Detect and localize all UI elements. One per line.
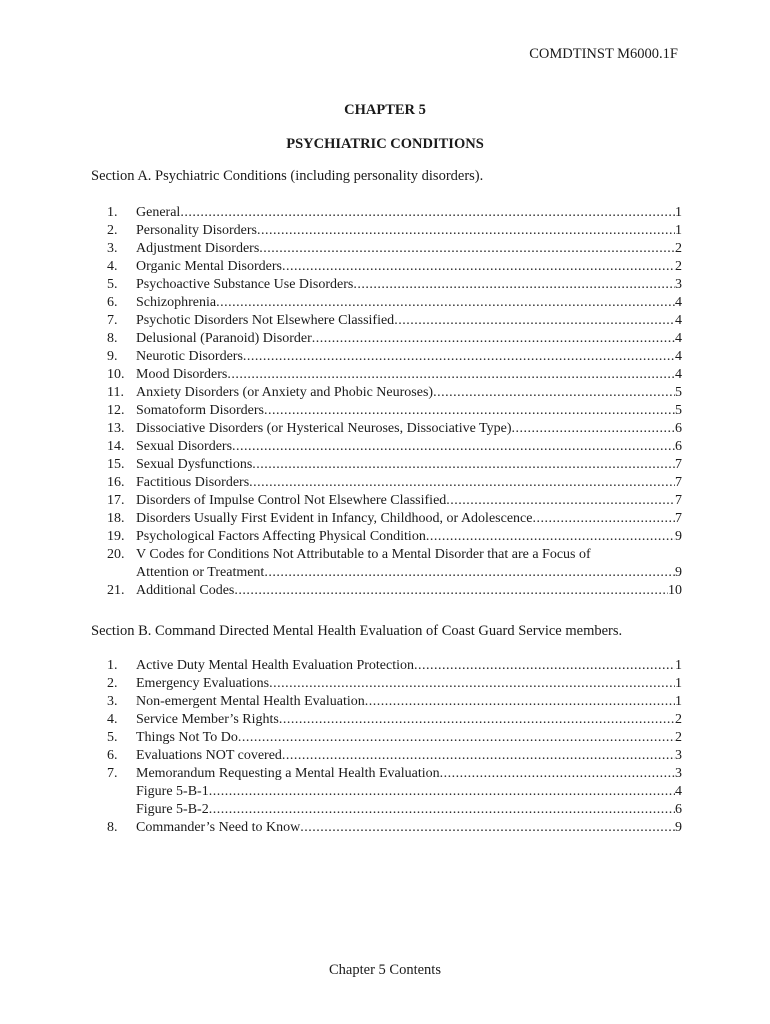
toc-entry-number: 2. xyxy=(107,223,118,238)
section-a-title: Section A. Psychiatric Conditions (including personality disorders). xyxy=(91,168,484,184)
toc-entry-number: 3. xyxy=(107,241,118,256)
toc-leader-dots xyxy=(234,582,668,600)
toc-leader-dots xyxy=(433,384,675,402)
toc-entry-title-line1: V Codes for Conditions Not Attributable to a Mental Disorder that are a Focus of xyxy=(136,547,591,562)
toc-entry-page-number: 5 xyxy=(675,403,682,418)
toc-entry[interactable] xyxy=(107,729,682,747)
toc-entry-page-number: 4 xyxy=(675,349,682,364)
toc-leader-dots xyxy=(180,204,675,222)
toc-entry-page-number: 2 xyxy=(675,712,682,727)
toc-entry[interactable] xyxy=(107,384,682,402)
toc-entry-page-number: 7 xyxy=(675,511,682,526)
toc-leader-dots xyxy=(300,819,675,837)
toc-entry-title: Anxiety Disorders (or Anxiety and Phobic Neuroses) xyxy=(136,385,434,400)
toc-entry[interactable] xyxy=(107,693,682,711)
toc-entry[interactable] xyxy=(107,420,682,438)
toc-entry-page-number: 7 xyxy=(675,457,682,472)
toc-leader-dots xyxy=(312,330,675,348)
toc-entry-page-number: 9 xyxy=(675,565,682,580)
section-b-title: Section B. Command Directed Mental Health Evaluation of Coast Guard Service members. xyxy=(91,623,623,639)
toc-leader-dots xyxy=(252,456,675,474)
toc-entry-number: 2. xyxy=(107,676,118,691)
toc-leader-dots xyxy=(249,474,675,492)
toc-entry-page-number: 4 xyxy=(675,331,682,346)
toc-leader-dots xyxy=(209,801,675,819)
toc-entry-page-number: 1 xyxy=(675,223,682,238)
toc-entry-number: 17. xyxy=(107,493,125,508)
toc-entry-page-number: 9 xyxy=(675,529,682,544)
toc-entry-title: Schizophrenia xyxy=(136,295,217,310)
toc-leader-dots xyxy=(232,438,675,456)
toc-entry-title: Figure 5-B-1 xyxy=(136,784,209,799)
toc-entry[interactable] xyxy=(107,204,682,222)
toc-leader-dots xyxy=(282,747,675,765)
toc-entry[interactable] xyxy=(107,258,682,276)
toc-entry[interactable] xyxy=(107,438,682,456)
toc-entry[interactable] xyxy=(107,819,682,837)
toc-leader-dots xyxy=(238,729,675,747)
toc-entry-title: Sexual Dysfunctions xyxy=(136,457,253,472)
toc-entry[interactable] xyxy=(107,294,682,312)
toc-entry-page-number: 4 xyxy=(675,367,682,382)
toc-entry-number: 4. xyxy=(107,259,118,274)
toc-leader-dots xyxy=(446,492,675,510)
toc-entry-page-number: 1 xyxy=(675,205,682,220)
toc-entry-title: Service Member’s Rights xyxy=(136,712,279,727)
toc-entry-title: Factitious Disorders xyxy=(136,475,250,490)
toc-leader-dots xyxy=(227,366,675,384)
toc-entry-number: 3. xyxy=(107,694,118,709)
toc-entry-number: 16. xyxy=(107,475,125,490)
toc-entry-title: Personality Disorders xyxy=(136,223,257,238)
toc-entry-number: 8. xyxy=(107,820,118,835)
toc-leader-dots xyxy=(257,222,675,240)
toc-entry-number: 1. xyxy=(107,205,118,220)
toc-entry[interactable] xyxy=(107,348,682,366)
toc-entry-page-number: 6 xyxy=(675,421,682,436)
toc-leader-dots xyxy=(264,564,675,582)
toc-entry-number: 4. xyxy=(107,712,118,727)
toc-leader-dots xyxy=(209,783,675,801)
toc-leader-dots xyxy=(353,276,675,294)
section-a-toc xyxy=(107,204,682,600)
toc-entry-page-number: 4 xyxy=(675,784,682,799)
toc-entry-page-number: 1 xyxy=(675,694,682,709)
toc-entry-title: Somatoform Disorders xyxy=(136,403,264,418)
toc-entry-title: Dissociative Disorders (or Hysterical Neuroses, Dissociative Type) xyxy=(136,421,512,436)
toc-leader-dots xyxy=(440,765,675,783)
toc-entry-title: Things Not To Do xyxy=(136,730,238,745)
chapter-heading: CHAPTER 5 xyxy=(344,102,426,118)
toc-entry-title: Emergency Evaluations xyxy=(136,676,270,691)
toc-entry-title: Active Duty Mental Health Evaluation Protection xyxy=(136,658,414,673)
toc-entry[interactable] xyxy=(107,492,682,510)
toc-leader-dots xyxy=(216,294,675,312)
toc-entry-page-number: 1 xyxy=(675,658,682,673)
toc-entry[interactable] xyxy=(107,765,682,783)
toc-entry[interactable] xyxy=(107,240,682,258)
toc-entry-title: Sexual Disorders xyxy=(136,439,233,454)
toc-entry-title: Figure 5-B-2 xyxy=(136,802,209,817)
toc-entry-title: Organic Mental Disorders xyxy=(136,259,282,274)
toc-entry-page-number: 3 xyxy=(675,277,682,292)
toc-entry-page-number: 6 xyxy=(675,802,682,817)
toc-entry-number: 13. xyxy=(107,421,125,436)
toc-leader-dots xyxy=(259,240,675,258)
toc-entry[interactable] xyxy=(107,276,682,294)
toc-entry-number: 5. xyxy=(107,277,118,292)
chapter-title: PSYCHIATRIC CONDITIONS xyxy=(286,136,484,152)
toc-entry-page-number: 3 xyxy=(675,766,682,781)
toc-entry-number: 10. xyxy=(107,367,125,382)
toc-entry-number: 5. xyxy=(107,730,118,745)
toc-entry-number: 6. xyxy=(107,748,118,763)
toc-leader-dots xyxy=(365,693,675,711)
toc-entry-title: Psychoactive Substance Use Disorders xyxy=(136,277,354,292)
toc-entry[interactable] xyxy=(107,312,682,330)
toc-entry-page-number: 6 xyxy=(675,439,682,454)
toc-entry-page-number: 2 xyxy=(675,259,682,274)
toc-entry-number: 15. xyxy=(107,457,125,472)
toc-entry-page-number: 7 xyxy=(675,475,682,490)
toc-entry-page-number: 3 xyxy=(675,748,682,763)
toc-entry-title: Mood Disorders xyxy=(136,367,228,382)
toc-entry-title: Delusional (Paranoid) Disorder xyxy=(136,331,312,346)
toc-entry[interactable] xyxy=(107,528,682,546)
toc-entry-number: 21. xyxy=(107,583,125,598)
toc-entry-page-number: 1 xyxy=(675,676,682,691)
toc-entry[interactable] xyxy=(107,510,682,528)
toc-entry-title: Attention or Treatment xyxy=(136,565,265,580)
toc-entry-page-number: 2 xyxy=(675,241,682,256)
toc-entry-number: 1. xyxy=(107,658,118,673)
toc-entry[interactable] xyxy=(107,675,682,693)
toc-entry-number: 11. xyxy=(107,385,124,400)
toc-leader-dots xyxy=(414,657,675,675)
toc-leader-dots xyxy=(394,312,675,330)
toc-entry-number: 20. xyxy=(107,547,125,562)
toc-entry[interactable] xyxy=(107,456,682,474)
toc-entry-page-number: 4 xyxy=(675,313,682,328)
toc-leader-dots xyxy=(426,528,675,546)
toc-entry-number: 19. xyxy=(107,529,125,544)
toc-entry-page-number: 5 xyxy=(675,385,682,400)
toc-entry-title: Additional Codes xyxy=(136,583,235,598)
toc-entry-page-number: 10 xyxy=(668,583,682,598)
toc-entry[interactable] xyxy=(107,783,682,801)
toc-entry-title: Psychotic Disorders Not Elsewhere Classified xyxy=(136,313,395,328)
toc-entry[interactable] xyxy=(107,330,682,348)
toc-leader-dots xyxy=(243,348,675,366)
toc-entry-title: Commander’s Need to Know xyxy=(136,820,301,835)
toc-entry-title: Memorandum Requesting a Mental Health Evaluation xyxy=(136,766,440,781)
toc-entry[interactable] xyxy=(107,474,682,492)
toc-entry[interactable] xyxy=(107,402,682,420)
toc-entry-title: Psychological Factors Affecting Physical Condition xyxy=(136,529,426,544)
toc-entry-number: 14. xyxy=(107,439,125,454)
toc-leader-dots xyxy=(269,675,675,693)
toc-entry[interactable] xyxy=(107,801,682,819)
toc-entry-title: General xyxy=(136,205,181,220)
toc-entry-title: Non-emergent Mental Health Evaluation xyxy=(136,694,365,709)
toc-entry-title: Disorders Usually First Evident in Infancy, Childhood, or Adolescence xyxy=(136,511,533,526)
toc-entry-number: 12. xyxy=(107,403,125,418)
toc-entry[interactable] xyxy=(107,582,682,600)
toc-entry-number: 9. xyxy=(107,349,118,364)
toc-entry-title: Disorders of Impulse Control Not Elsewhere Classified xyxy=(136,493,447,508)
toc-entry-title: Evaluations NOT covered xyxy=(136,748,282,763)
toc-entry[interactable] xyxy=(107,657,682,675)
toc-leader-dots xyxy=(279,711,675,729)
toc-leader-dots xyxy=(512,420,676,438)
toc-entry[interactable] xyxy=(107,222,682,240)
toc-entry-page-number: 9 xyxy=(675,820,682,835)
toc-entry-page-number: 2 xyxy=(675,730,682,745)
toc-entry[interactable] xyxy=(107,366,682,384)
toc-entry[interactable] xyxy=(107,711,682,729)
toc-entry-number: 8. xyxy=(107,331,118,346)
toc-leader-dots xyxy=(264,402,675,420)
toc-entry-title: Neurotic Disorders xyxy=(136,349,243,364)
toc-entry-page-number: 7 xyxy=(675,493,682,508)
toc-entry-number: 7. xyxy=(107,313,118,328)
page-footer: Chapter 5 Contents xyxy=(329,962,441,978)
toc-entry-number: 6. xyxy=(107,295,118,310)
toc-leader-dots xyxy=(532,510,675,528)
toc-entry[interactable] xyxy=(107,747,682,765)
toc-leader-dots xyxy=(282,258,675,276)
toc-entry-number: 18. xyxy=(107,511,125,526)
toc-entry-page-number: 4 xyxy=(675,295,682,310)
document-id: COMDTINST M6000.1F xyxy=(529,46,678,62)
toc-entry-title: Adjustment Disorders xyxy=(136,241,260,256)
toc-entry[interactable] xyxy=(107,546,682,582)
toc-entry-number: 7. xyxy=(107,766,118,781)
section-b-toc xyxy=(107,657,682,837)
